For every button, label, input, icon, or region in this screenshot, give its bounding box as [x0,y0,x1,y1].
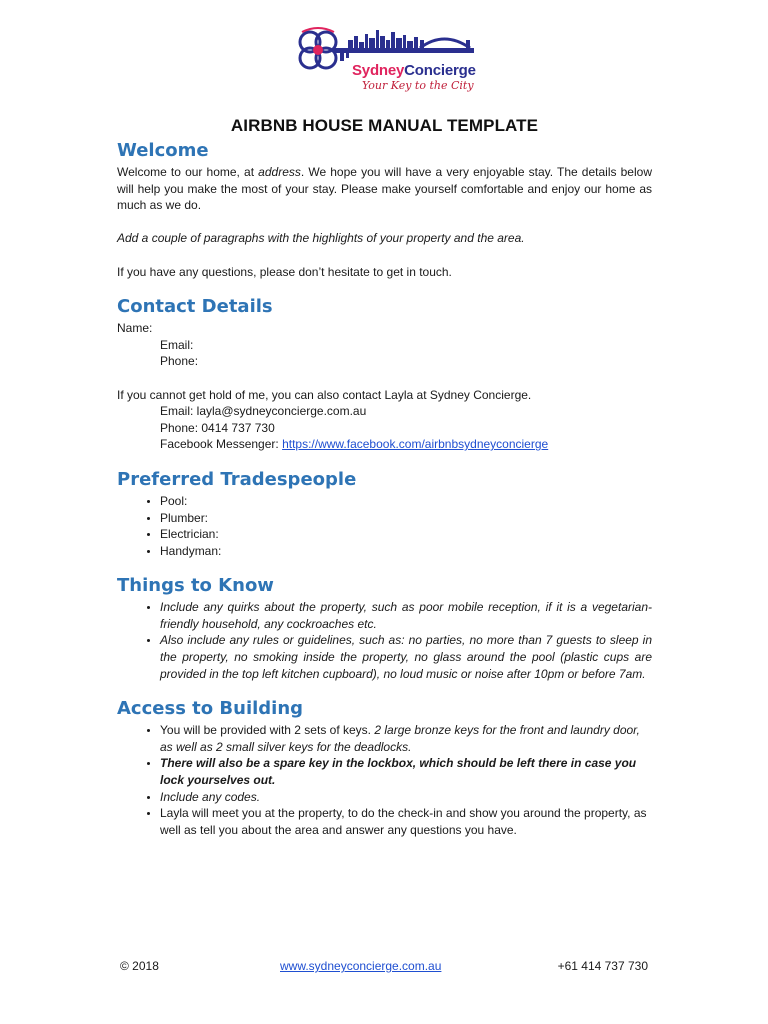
list-item: • Pool: [160,493,652,510]
document-title: AIRBNB HOUSE MANUAL TEMPLATE [230,116,539,135]
access-list [117,722,652,838]
contact-alt-phone: Phone: 0414 737 730 [160,420,275,435]
welcome-highlights: Add a couple of paragraphs with the highlights of your property and the area. [117,231,525,246]
list-item: • Include any codes. [160,789,652,806]
list-item: • Include any quirks about the property, such as poor mobile reception, if it is a vegetarian-friendly household, any cockroaches etc. [160,599,652,632]
list-item: • Also include any rules or guidelines, such as: no parties, no more than 7 guests to sleep in the property, no smoking inside the property, no glass around the pool (plastic cups are provided in the top left kitchen cupboard), no loud music or noise after 10pm or before 7am. [160,632,652,682]
contact-phone: Phone: [160,354,199,369]
contact-alt-intro: If you cannot get hold of me, you can also contact Layla at Sydney Concierge. [117,387,532,402]
footer-phone: +61 414 737 730 [557,959,648,973]
contact-heading: Contact Details [117,296,273,318]
footer-website-link[interactable]: www.sydneyconcierge.com.au [280,959,442,973]
things-heading: Things to Know [117,575,274,597]
sydney-concierge-logo [292,26,478,98]
document-body [117,112,652,838]
tradespeople-heading: Preferred Tradespeople [117,468,357,490]
facebook-messenger-link[interactable]: https://www.facebook.com/airbnbsydneyconcierge [282,437,549,452]
things-list [117,599,652,682]
tradespeople-list [117,493,652,559]
contact-messenger: Facebook Messenger: https://www.facebook.com/airbnbsydneyconcierge [160,437,549,452]
contact-alt-email: Email: layla@sydneyconcierge.com.au [160,404,367,419]
contact-name: Name: [117,321,153,336]
list-item: • You will be provided with 2 sets of keys. 2 large bronze keys for the front and laundry door, as well as 2 small silver keys for the deadlocks. [160,722,652,755]
logo-brand: SydneyConcierge [352,62,476,79]
list-item: • Electrician: [160,526,652,543]
list-item: • Handyman: [160,543,652,560]
contact-email: Email: [160,337,194,352]
list-item: • There will also be a spare key in the lockbox, which should be left there in case you lock yourselves out. [160,755,652,788]
welcome-intro: Welcome to our home, at address. We hope you will have a very enjoyable stay. The details below will help you make the most of your stay. Please make yourself comfortable and enjoy our home as much as we do. [117,165,652,213]
welcome-questions: If you have any questions, please don’t hesitate to get in touch. [117,264,452,279]
access-heading: Access to Building [117,698,304,720]
list-item: • Plumber: [160,510,652,527]
logo-tagline: Your Key to the City [362,79,474,92]
footer-copyright: © 2018 [120,959,159,973]
welcome-heading: Welcome [117,140,209,161]
list-item: • Layla will meet you at the property, to do the check-in and show you around the property, as well as tell you about the area and answer any questions you have. [160,805,652,838]
